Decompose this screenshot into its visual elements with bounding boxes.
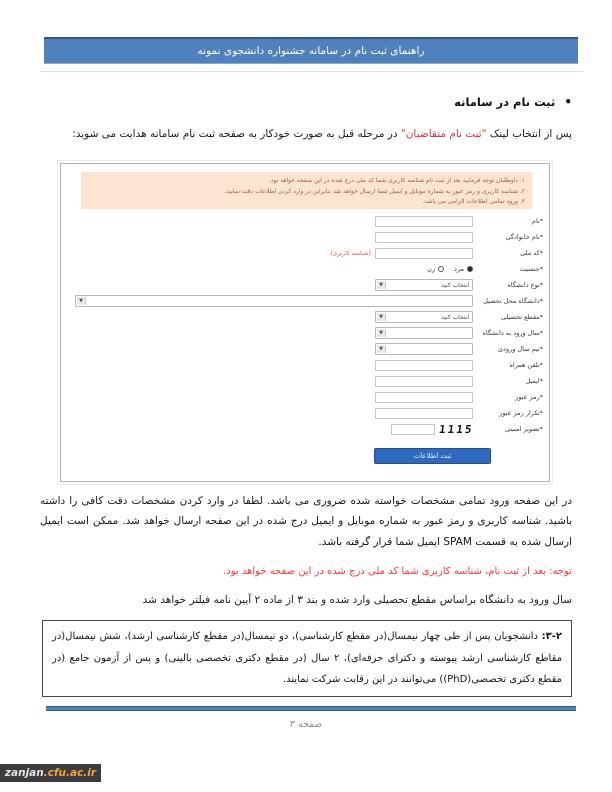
degree-level-value: انتخاب کنید — [440, 313, 469, 321]
gender-male-option[interactable] — [454, 265, 473, 273]
gender-male-label: مرد — [454, 265, 464, 273]
chevron-down-icon[interactable]: ▼ — [377, 313, 386, 321]
national-id-input[interactable] — [375, 248, 473, 259]
notice-line: ۳. ورود تمامی اطلاعات الزامی می باشد. — [422, 198, 525, 205]
form-row-captcha — [67, 422, 543, 436]
form-row-mobile — [67, 358, 543, 372]
radio-unchecked-icon[interactable] — [438, 266, 444, 272]
document-title: راهنمای ثبت نام در سامانه جشنواره دانشجوی نمونه — [197, 45, 425, 57]
last-name-label: *نام خانوادگی — [505, 233, 543, 241]
entry-semester-select[interactable] — [375, 343, 473, 355]
password-repeat-label: *تکرار رمز عبور — [499, 409, 543, 417]
submit-button[interactable] — [374, 448, 491, 464]
form-row-entry-year — [67, 326, 543, 340]
university-type-select[interactable] — [375, 279, 473, 291]
form-row-university-type — [67, 278, 543, 292]
intro-text-after: در مرحله قبل به صورت خودکار به صفحه ثبت نام سامانه هدایت می شوید: — [72, 128, 401, 140]
instructions-paragraph: در این صفحه ورود تمامی مشخصات خواسته شده ضروری می باشد. لطفا در وارد کردن مشخصات دقت کافی را داشته باشید. شناسه کاربری و رمز عبور به شماره موبایل و ایمیل درج شده در این صفحه ارسال خواهد شد. ممکن است ایمیل ارسال شده به قسمت SPAM ایمیل شما قرار گرفته باشد. — [40, 495, 572, 548]
university-name-label: *دانشگاه محل تحصیل — [483, 297, 543, 305]
form-row-first-name — [67, 214, 543, 228]
chevron-down-icon[interactable]: ▼ — [377, 329, 386, 337]
notice-line: ۲. شناسه کاربری و رمز عبور به شماره موبایل و ایمیل شما ارسال خواهد شد بنابراین در وارد کردن اطلاعات دقت نمایید. — [224, 187, 525, 195]
national-id-label: *کد ملی — [520, 249, 543, 257]
regulation-box-number: ۳-۲: — [541, 631, 562, 642]
form-row-entry-semester — [67, 342, 543, 356]
mobile-input[interactable] — [375, 360, 473, 371]
last-name-input[interactable] — [375, 232, 473, 243]
form-row-degree-level — [67, 310, 543, 324]
form-row-email — [67, 374, 543, 388]
form-row-university-name — [67, 294, 543, 308]
filter-rule-line: سال ورود به دانشگاه براساس مقطع تحصیلی وارد شده و بند ۳ از ماده ۲ آیین نامه فیلتر خواهد شد — [142, 594, 572, 606]
intro-paragraph — [42, 128, 572, 140]
mobile-label: *تلفن همراه — [509, 361, 543, 369]
email-input[interactable] — [375, 376, 473, 387]
form-row-last-name — [67, 230, 543, 244]
captcha-image: 1115 — [437, 422, 474, 436]
password-input[interactable] — [375, 392, 473, 403]
first-name-input[interactable] — [375, 216, 473, 227]
entry-semester-label: *نیم سال ورودی — [497, 345, 543, 353]
chevron-down-icon[interactable]: ▼ — [377, 345, 386, 353]
section-heading — [454, 95, 572, 109]
university-type-label: *نوع دانشگاه — [507, 281, 543, 289]
password-repeat-input[interactable] — [375, 408, 473, 419]
registration-form-screenshot — [60, 163, 550, 482]
form-notice-box — [81, 172, 532, 209]
footer-divider-bar — [46, 706, 576, 711]
watermark-prefix: zanjan — [4, 767, 44, 779]
gender-female-label: زن — [427, 265, 436, 273]
intro-text-before: پس از انتخاب لینک — [486, 128, 572, 140]
entry-year-label: *سال ورود به دانشگاه — [482, 329, 543, 337]
attention-note: توجه: بعد از ثبت نام، شناسه کاربری شما کد ملی درج شده در این صفحه خواهد بود. — [223, 566, 572, 577]
regulation-box-text: دانشجویان پس از طی چهار نیمسال(در مقطع کارشناسی)، دو نیمسال(در مقطع کارشناسی ارشد)، شش نیمسال(در مقاطع کارشناسی ارشد پیوسته و دکترای حرفه‌ای)، ۲ سال (در مقطع دکتری تخصصی بالینی) و پس از آزمون جامع (در مقطع دکتری تخصصی(PhD)) می‌توانند در این رقابت شرکت نمایند. — [52, 631, 562, 685]
form-row-password — [67, 390, 543, 404]
form-row-gender — [67, 262, 543, 276]
notice-line: ۱. داوطلبان توجه فرمایید بعد از ثبت نام شناسه کاربری شما کد ملی درج شده در این صفحه خواهد بود. — [268, 177, 525, 184]
chevron-down-icon[interactable]: ▼ — [377, 281, 386, 289]
chevron-down-icon[interactable]: ▼ — [77, 297, 86, 305]
bullet-icon: • — [564, 95, 572, 109]
watermark-suffix: .cfu.ac.ir — [43, 767, 97, 779]
captcha-input[interactable] — [391, 424, 435, 435]
gender-female-option[interactable] — [427, 265, 444, 273]
gender-label: *جنسیت — [519, 265, 543, 273]
university-name-select[interactable] — [75, 295, 473, 307]
radio-checked-icon[interactable] — [467, 266, 473, 272]
submit-button-label: ثبت اطلاعات — [413, 452, 452, 460]
header-divider — [40, 71, 584, 72]
university-type-value: انتخاب کنید — [440, 281, 469, 289]
form-row-national-id — [67, 246, 543, 260]
email-label: *ایمیل — [525, 377, 543, 385]
first-name-label: *نام — [531, 217, 543, 225]
entry-year-select[interactable] — [375, 327, 473, 339]
captcha-label: *تصویر امنیتی — [504, 425, 543, 433]
regulation-box — [42, 620, 572, 697]
section-heading-text: ثبت نام در سامانه — [454, 95, 556, 109]
gender-radio-group — [427, 265, 473, 273]
site-watermark — [0, 764, 101, 782]
degree-level-label: *مقطع تحصیلی — [500, 313, 543, 321]
document-header-bar — [44, 37, 578, 64]
page-number: صفحه ۳ — [289, 719, 323, 730]
register-link-text: "ثبت نام متقاضیان" — [400, 128, 487, 140]
form-row-password-repeat — [67, 406, 543, 420]
password-label: *رمز عبور — [515, 393, 543, 401]
degree-level-select[interactable] — [375, 311, 473, 323]
national-id-hint: (شناسه کاربری) — [330, 249, 371, 257]
